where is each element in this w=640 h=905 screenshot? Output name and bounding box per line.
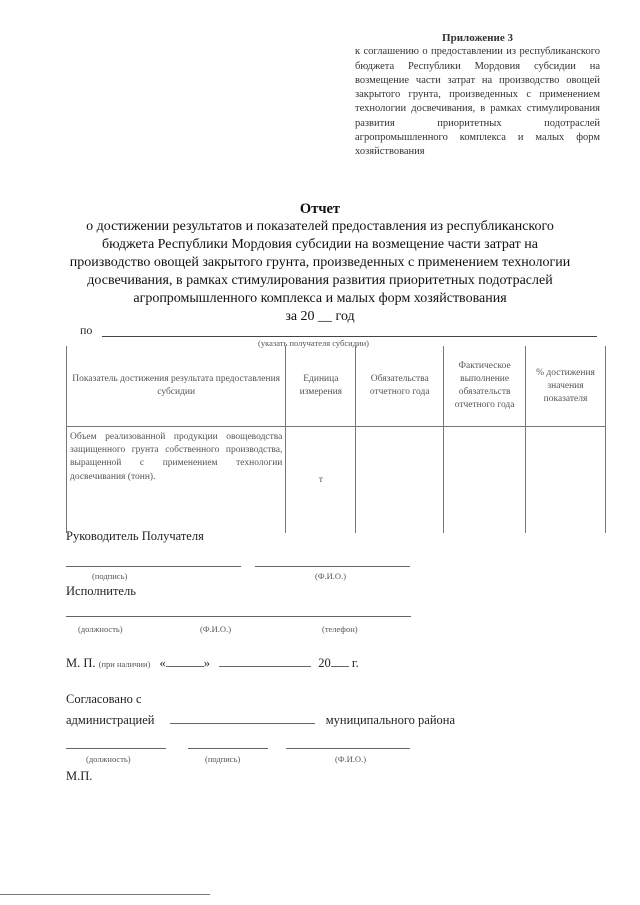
cell-percent[interactable] bbox=[526, 427, 606, 534]
district-label: муниципального района bbox=[325, 713, 456, 727]
header-obligations: Обязательства отчетного года bbox=[356, 346, 444, 427]
header-unit: Единица измерения bbox=[286, 346, 356, 427]
appendix-block bbox=[355, 31, 600, 160]
report-subtitle: о достижении результатов и показателей предоставления из республиканского бюджета Республики Мордовия субсидии на возмещение части затрат на производство овощей закрытого грунта, произведенных с применением технологии досвечивания, в рамках стимулирования развития приоритетных подотраслей агропромышленного комплекса и малых форм хозяйствования bbox=[69, 219, 571, 306]
header-indicator: Показатель достижения результата предоставления субсидии bbox=[67, 346, 286, 427]
cell-unit: т bbox=[286, 427, 356, 534]
report-title-block bbox=[60, 200, 580, 326]
seal-label: М. П. bbox=[66, 656, 96, 670]
date-year-blank[interactable] bbox=[331, 666, 349, 667]
executor-label: Исполнитель bbox=[66, 584, 136, 598]
seal-hint: (при наличии) bbox=[98, 659, 151, 669]
recipient-line bbox=[80, 323, 600, 338]
agreed-name-blank[interactable] bbox=[286, 748, 410, 749]
executor-name-hint: (Ф.И.О.) bbox=[200, 624, 232, 634]
date-year: 20 bbox=[318, 656, 331, 670]
indicators-table bbox=[66, 346, 606, 533]
head-name-hint: (Ф.И.О.) bbox=[315, 571, 347, 581]
agreed-name-hint: (Ф.И.О.) bbox=[335, 754, 367, 764]
date-suffix: г. bbox=[351, 656, 359, 670]
cell-actual[interactable] bbox=[444, 427, 526, 534]
date-day-blank[interactable] bbox=[166, 666, 204, 667]
table-header-row bbox=[67, 346, 606, 427]
appendix-text: к соглашению о предоставлении из республиканского бюджета Республики Мордовия субсидии на возмещение части затрат на производство овощей закрытого грунта, произведенных с применением технологии досвечивания, в рамках стимулирования развития приоритетных подотраслей агропромышленного комплекса и малых форм хозяйствования bbox=[355, 46, 600, 158]
recipient-label: по bbox=[80, 323, 93, 337]
recipient-blank bbox=[102, 336, 597, 337]
date-month-blank[interactable] bbox=[219, 666, 311, 667]
head-sign-blank[interactable] bbox=[66, 566, 241, 567]
footer-divider bbox=[0, 894, 210, 895]
district-blank[interactable] bbox=[170, 723, 315, 724]
date-close: » bbox=[203, 656, 210, 670]
report-heading: Отчет bbox=[299, 201, 341, 217]
header-actual: Фактическое выполнение обязательств отчетного года bbox=[444, 346, 526, 427]
head-label: Руководитель Получателя bbox=[66, 529, 204, 543]
agreed-position-blank[interactable] bbox=[66, 748, 166, 749]
agreed-sign-hint: (подпись) bbox=[205, 754, 241, 764]
executor-blank[interactable] bbox=[66, 616, 411, 617]
head-name-blank[interactable] bbox=[255, 566, 410, 567]
recipient-hint: (указать получателя субсидии) bbox=[258, 338, 369, 348]
executor-position-hint: (должность) bbox=[78, 624, 123, 634]
agreed-position-hint: (должность) bbox=[86, 754, 131, 764]
header-percent: % достижения значения показателя bbox=[526, 346, 606, 427]
report-period: за 20 __ год bbox=[285, 309, 355, 324]
date-open: « bbox=[159, 656, 166, 670]
appendix-title: Приложение 3 bbox=[442, 32, 513, 44]
head-sign-hint: (подпись) bbox=[92, 571, 128, 581]
administration-label: администрацией bbox=[66, 713, 155, 727]
executor-phone-hint: (телефон) bbox=[322, 624, 358, 634]
administration-line bbox=[66, 713, 455, 728]
cell-indicator: Объем реализованной продукции овощеводства защищенного грунта собственного производства, выращенной с применением технологии досвечивания (тонн). bbox=[67, 427, 286, 534]
seal-date-line bbox=[66, 656, 359, 671]
agreed-label: Согласовано с bbox=[66, 692, 142, 706]
table-row bbox=[67, 427, 606, 534]
agreed-sign-blank[interactable] bbox=[188, 748, 268, 749]
agreed-seal: М.П. bbox=[66, 769, 93, 783]
cell-obligations[interactable] bbox=[356, 427, 444, 534]
